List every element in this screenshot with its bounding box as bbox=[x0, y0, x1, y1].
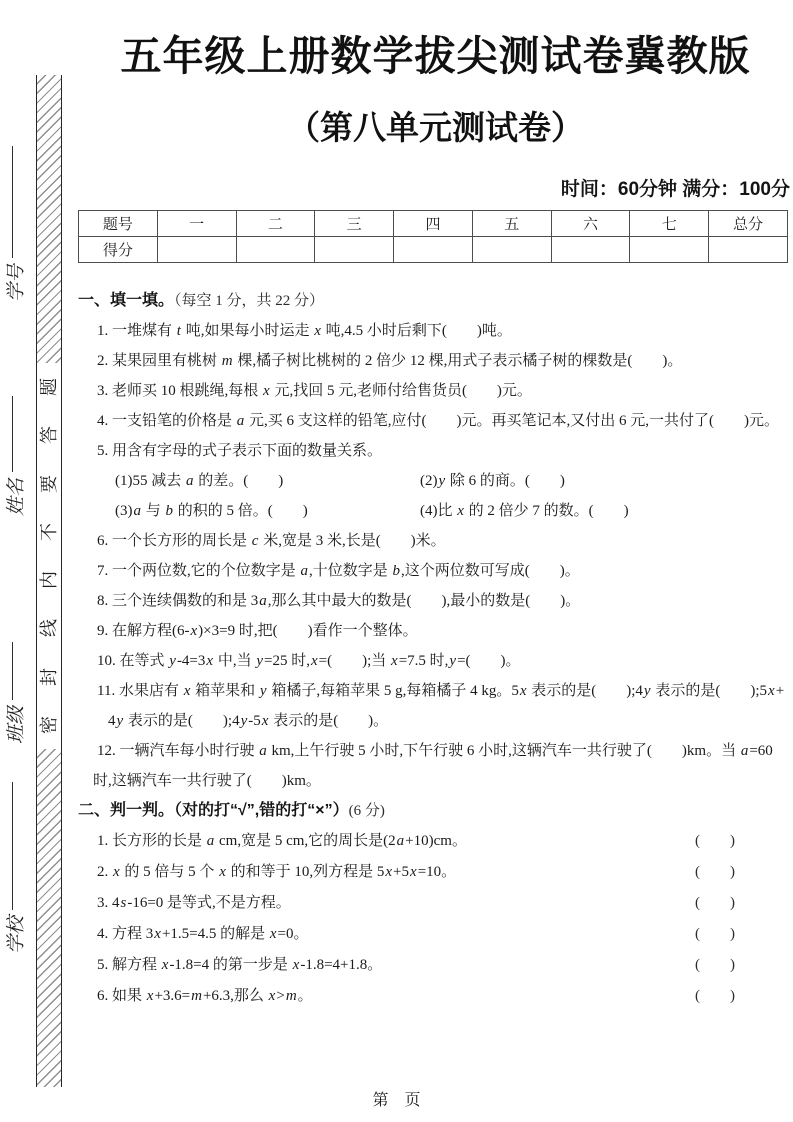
seal-char: 不 bbox=[39, 522, 59, 541]
side-label-class bbox=[2, 640, 26, 744]
judge-text: 6. 如果 x+3.6=m+6.3,那么 x>m。 bbox=[97, 988, 313, 1004]
answer-parens: ( ) bbox=[695, 957, 735, 973]
question-10: 10. 在等式 y-4=3x 中,当 y=25 时,x=( );当 x=7.5 时,y=( )。 bbox=[97, 653, 521, 669]
seal-char: 答 bbox=[39, 426, 59, 445]
hatch-pattern-top bbox=[37, 75, 61, 363]
score-cell bbox=[394, 237, 473, 263]
score-header-cell: 五 bbox=[472, 211, 551, 237]
seal-char: 要 bbox=[39, 474, 59, 493]
seal-line-text bbox=[37, 363, 61, 749]
seal-char: 密 bbox=[39, 715, 59, 734]
question-5-subrow-2 bbox=[78, 496, 793, 526]
question-5: 5. 用含有字母的式子表示下面的数量关系。 bbox=[97, 443, 383, 459]
fill-in-rule bbox=[12, 642, 13, 700]
answer-parens: ( ) bbox=[695, 988, 735, 1004]
score-cell bbox=[630, 237, 709, 263]
side-label-student-id bbox=[2, 144, 26, 302]
side-label-school bbox=[2, 780, 26, 954]
page-title: 五年级上册数学拔尖测试卷冀教版 bbox=[120, 33, 751, 79]
side-label-text: 学校 bbox=[5, 915, 27, 954]
score-header-cell: 七 bbox=[630, 211, 709, 237]
section-two-heading-note: (6 分) bbox=[348, 803, 385, 819]
question-1: 1. 一堆煤有 t 吨,如果每小时运走 x 吨,4.5 小时后剩下( )吨。 bbox=[97, 323, 512, 339]
fill-in-rule bbox=[12, 146, 13, 258]
seal-line-strip bbox=[36, 75, 62, 1087]
exam-meta: 时间：60分钟 满分：100分 bbox=[560, 179, 790, 200]
question-5-2: (2)y 除 6 的商。( ) bbox=[420, 473, 565, 489]
question-9: 9. 在解方程(6-x)×3=9 时,把( )看作一个整体。 bbox=[97, 623, 418, 639]
judge-text: 4. 方程 3x+1.5=4.5 的解是 x=0。 bbox=[97, 926, 309, 942]
score-cell bbox=[472, 237, 551, 263]
question-12-line-1: 12. 一辆汽车每小时行驶 a km,上午行驶 5 小时,下午行驶 6 小时,这辆汽车一共行驶了( )km。当 a=60 bbox=[97, 743, 773, 759]
seal-char: 题 bbox=[39, 378, 59, 397]
score-header-cell: 三 bbox=[315, 211, 394, 237]
question-8: 8. 三个连续偶数的和是 3a,那么其中最大的数是( ),最小的数是( )。 bbox=[97, 593, 581, 609]
section-one-heading bbox=[78, 286, 793, 316]
section-two-heading bbox=[78, 796, 793, 826]
score-table-score-row bbox=[79, 237, 788, 263]
section-one-heading-note: （每空 1 分，共 22 分） bbox=[174, 293, 325, 309]
score-cell bbox=[236, 237, 315, 263]
judge-item-3 bbox=[78, 888, 793, 919]
score-header-cell: 六 bbox=[551, 211, 630, 237]
score-table bbox=[78, 210, 788, 263]
question-6: 6. 一个长方形的周长是 c 米,宽是 3 米,长是( )米。 bbox=[97, 533, 446, 549]
fill-in-rule bbox=[12, 782, 13, 910]
score-header-cell: 题号 bbox=[79, 211, 158, 237]
judge-text: 5. 解方程 x-1.8=4 的第一步是 x-1.8=4+1.8。 bbox=[97, 957, 383, 973]
question-3: 3. 老师买 10 根跳绳,每根 x 元,找回 5 元,老师付给售货员( )元。 bbox=[97, 383, 532, 399]
judge-text: 2. x 的 5 倍与 5 个 x 的和等于 10,列方程是 5x+5x=10。 bbox=[97, 864, 457, 880]
question-5-subrow-1 bbox=[78, 466, 793, 496]
score-row-label: 得分 bbox=[79, 237, 158, 263]
seal-char: 线 bbox=[39, 619, 59, 638]
score-cell bbox=[551, 237, 630, 263]
judge-item-6 bbox=[78, 981, 793, 1012]
answer-parens: ( ) bbox=[695, 864, 735, 880]
side-label-text: 姓名 bbox=[5, 477, 27, 516]
judge-text: 1. 长方形的长是 a cm,宽是 5 cm,它的周长是(2a+10)cm。 bbox=[97, 833, 467, 849]
question-5-4: (4)比 x 的 2 倍少 7 的数。( ) bbox=[420, 503, 629, 519]
judge-item-4 bbox=[78, 919, 793, 950]
question-11-line-2: 4y 表示的是( );4y-5x 表示的是( )。 bbox=[108, 713, 389, 729]
judge-item-2 bbox=[78, 857, 793, 888]
score-header-cell: 四 bbox=[394, 211, 473, 237]
score-header-cell: 二 bbox=[236, 211, 315, 237]
score-cell bbox=[709, 237, 788, 263]
seal-char: 内 bbox=[39, 571, 59, 590]
side-label-text: 班级 bbox=[5, 705, 27, 744]
judge-item-5 bbox=[78, 950, 793, 981]
score-cell bbox=[157, 237, 236, 263]
question-5-3: (3)a 与 b 的积的 5 倍。( ) bbox=[115, 503, 308, 519]
judge-text: 3. 4s-16=0 是等式,不是方程。 bbox=[97, 895, 291, 911]
side-label-name bbox=[2, 394, 26, 516]
main-content bbox=[78, 0, 793, 1012]
question-11-line-1: 11. 水果店有 x 箱苹果和 y 箱橘子,每箱苹果 5 g,每箱橘子 4 kg。5x 表示的是( );4y 表示的是( );5x+ bbox=[97, 683, 785, 699]
answer-parens: ( ) bbox=[695, 833, 735, 849]
page-subtitle: （第八单元测试卷） bbox=[287, 109, 584, 146]
seal-char: 封 bbox=[39, 667, 59, 686]
judge-item-1 bbox=[78, 826, 793, 857]
score-table-header-row bbox=[79, 211, 788, 237]
page-footer: 第 页 bbox=[372, 1092, 421, 1109]
section-two-heading-text: 二、判一判。（对的打“√”,错的打“×”） bbox=[78, 802, 349, 819]
answer-parens: ( ) bbox=[695, 926, 735, 942]
question-5-1: (1)55 减去 a 的差。( ) bbox=[115, 473, 284, 489]
section-one-heading-text: 一、填一填。 bbox=[78, 292, 175, 309]
question-7: 7. 一个两位数,它的个位数字是 a,十位数字是 b,这个两位数可写成( )。 bbox=[97, 563, 580, 579]
score-header-cell: 一 bbox=[157, 211, 236, 237]
question-2: 2. 某果园里有桃树 m 棵,橘子树比桃树的 2 倍少 12 棵,用式子表示橘子树的棵数是( )。 bbox=[97, 353, 683, 369]
side-label-text: 学号 bbox=[5, 263, 27, 302]
fill-in-rule bbox=[12, 396, 13, 472]
question-12-line-2: 时,这辆汽车一共行驶了( )km。 bbox=[93, 773, 321, 789]
answer-parens: ( ) bbox=[695, 895, 735, 911]
score-cell bbox=[315, 237, 394, 263]
question-4: 4. 一支铅笔的价格是 a 元,买 6 支这样的铅笔,应付( )元。再买笔记本,又付出 6 元,一共付了( )元。 bbox=[97, 413, 779, 429]
score-header-cell: 总分 bbox=[709, 211, 788, 237]
hatch-pattern-bottom bbox=[37, 749, 61, 1087]
